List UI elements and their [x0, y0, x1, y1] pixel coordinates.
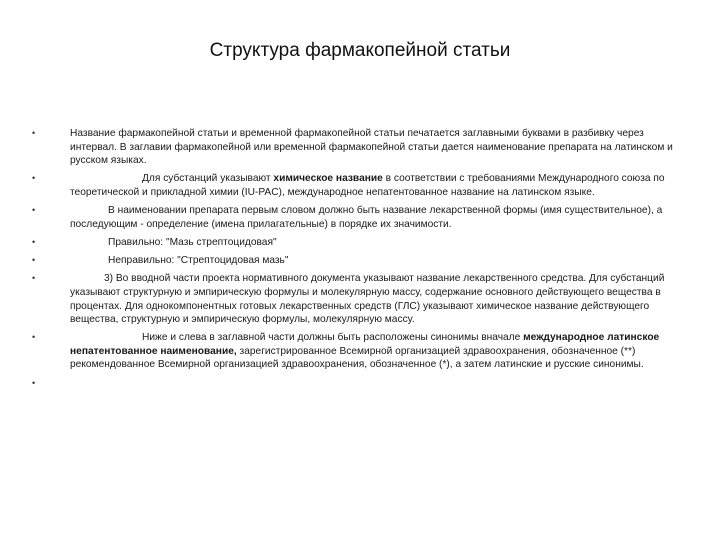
- slide-title: Структура фармакопейной статьи: [209, 40, 511, 61]
- bullet-item: [32, 331, 682, 372]
- bullet-text-part: Правильно: "Мазь стрептоцидовая": [108, 236, 277, 248]
- bullet-icon: •: [32, 255, 36, 266]
- bullet-icon: •: [32, 236, 36, 247]
- bullet-icon: •: [32, 205, 36, 216]
- bullet-text: [70, 254, 682, 268]
- bullet-item: [32, 236, 682, 250]
- bullet-icon: •: [32, 128, 36, 138]
- bullet-text-part: в соответствии с требованиями Международного союза по теоретической и прикладной химии (IU-PAC), международное непатентованное название на латинском языке.: [70, 173, 665, 198]
- bullet-item: [32, 204, 682, 231]
- bullet-icon: •: [32, 173, 36, 184]
- bullet-text: [70, 204, 682, 231]
- bullet-text: [70, 236, 682, 250]
- bullet-icon: •: [32, 377, 36, 388]
- bullet-icon: •: [32, 332, 36, 343]
- bullet-text-part: Для субстанций указывают: [142, 173, 274, 185]
- bullet-text-part: Ниже и слева в заглавной части должны быть расположены синонимы вначале: [142, 332, 524, 344]
- bullet-text-part: Неправильно: "Стрептоцидовая мазь": [108, 255, 289, 267]
- bullet-item: [32, 127, 682, 168]
- bullet-text-bold: химическое название: [273, 173, 383, 185]
- bullet-text: [70, 272, 682, 326]
- bullet-item: [32, 172, 682, 199]
- bullet-text-part: В наименовании препарата первым словом должно быть название лекарственной формы (имя существительное), а последующим - определение (имена прилагательные) в порядке их значимости.: [70, 205, 663, 230]
- bullet-text: Название фармакопейной статьи и временной фармакопейной статьи печатается заглавными буквами в разбивку через интервал. В заглавии фармакопейной или временной фармакопейной статьи дается наименование препарата на латинском и русском языках.: [70, 128, 673, 167]
- bullet-text: [70, 172, 682, 199]
- bullet-text-part: зарегистрированное Всемирной организацией здравоохранения, обозначенное (**) рекомендованное Всемирной организацией здравоохранения, обозначенное (*), а затем латинские и русские синонимы.: [70, 345, 644, 371]
- bullet-text: [70, 331, 682, 372]
- bullet-text-part: 3) Во вводной части проекта нормативного документа указывают название лекарственного средства. Для субстанций указывают структурную и эмпирическую формулы и молекулярную массу, содержание основного действующего вещества в процентах. Для однокомпонентных готовых лекарственных средств (ГЛС) указывают химическое название действующего вещества, структурную и эмпирическую формулы, молекулярную массу.: [70, 273, 665, 326]
- bullet-text-bold: международное латинское непатентованное наименование,: [70, 332, 660, 357]
- bullet-icon: •: [32, 273, 36, 284]
- bullet-list: [32, 127, 682, 388]
- bullet-item: [32, 254, 682, 268]
- bullet-item: [32, 272, 682, 326]
